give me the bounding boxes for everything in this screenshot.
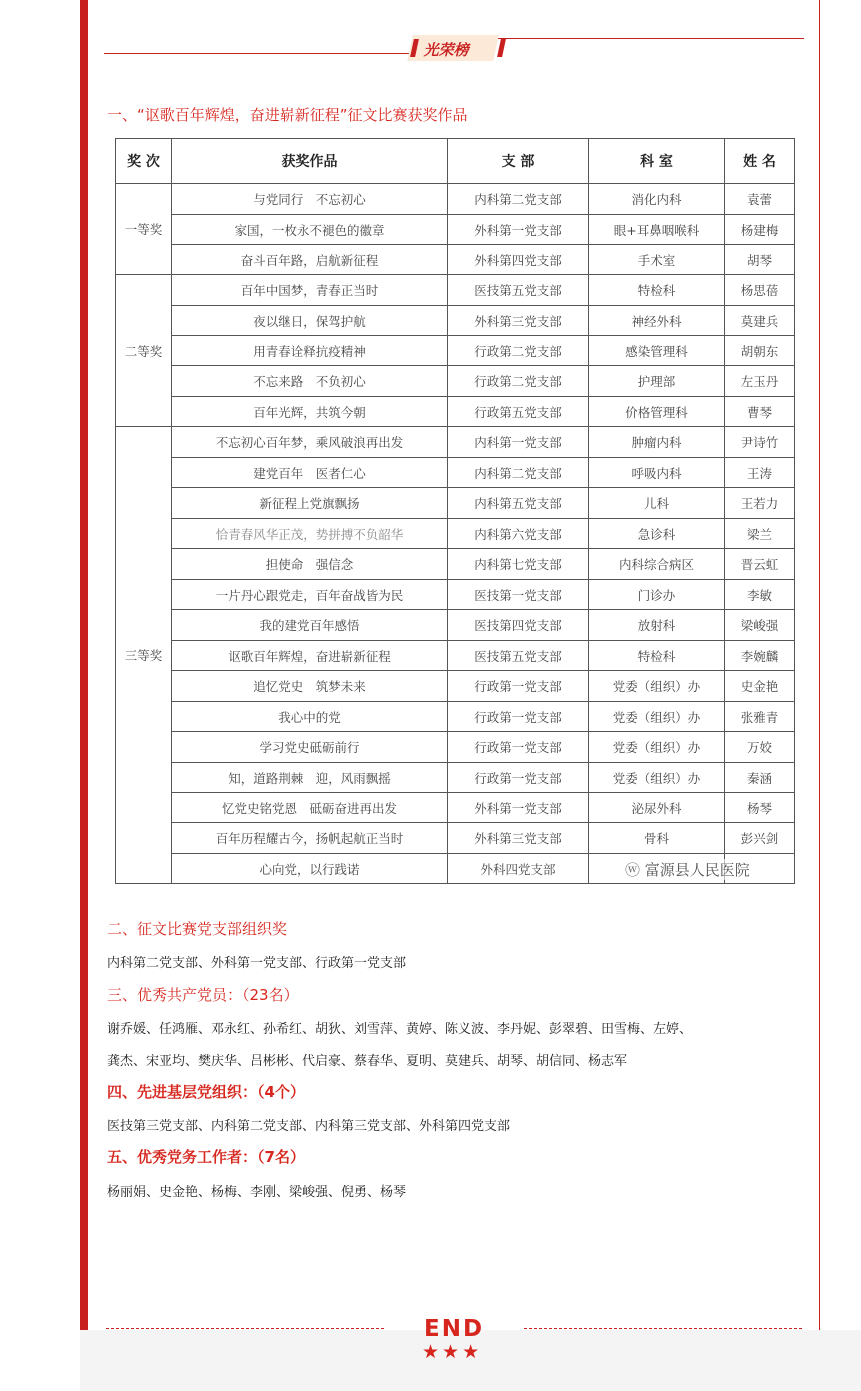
department-cell: 肿瘤内科 bbox=[589, 427, 725, 458]
name-cell: 胡朝东 bbox=[725, 336, 795, 366]
section5-body: 杨丽娟、史金艳、杨梅、李刚、梁峻强、倪勇、杨琴 bbox=[107, 1185, 407, 1200]
end-divider-right bbox=[524, 1328, 802, 1329]
branch-cell: 内科第六党支部 bbox=[448, 519, 589, 549]
name-cell: 李婉麟 bbox=[725, 641, 795, 671]
branch-cell: 外科第三党支部 bbox=[448, 823, 589, 854]
end-label: END bbox=[424, 1316, 485, 1342]
header-award: 奖 次 bbox=[116, 139, 172, 184]
branch-cell: 外科第四党支部 bbox=[448, 245, 589, 275]
table-header-row bbox=[116, 139, 795, 184]
branch-cell: 行政第一党支部 bbox=[448, 702, 589, 732]
watermark bbox=[625, 859, 750, 880]
header-line-right bbox=[497, 38, 804, 39]
header-slash-right bbox=[497, 39, 506, 57]
work-cell: 百年历程耀古今，扬帆起航正当时 bbox=[172, 823, 448, 854]
work-cell: 学习党史砥砺前行 bbox=[172, 732, 448, 763]
table-row bbox=[116, 427, 795, 458]
table-row bbox=[116, 488, 795, 519]
department-cell: 泌尿外科 bbox=[589, 793, 725, 823]
section4-body: 医技第三党支部、内科第二党支部、内科第三党支部、外科第四党支部 bbox=[107, 1119, 511, 1134]
name-cell: 王涛 bbox=[725, 458, 795, 488]
work-cell: 不忘来路 不负初心 bbox=[172, 366, 448, 397]
table-row bbox=[116, 336, 795, 366]
award-level-cell: 一等奖 bbox=[116, 184, 172, 275]
branch-cell: 内科第五党支部 bbox=[448, 488, 589, 519]
award-level-cell: 二等奖 bbox=[116, 275, 172, 427]
table-row bbox=[116, 641, 795, 671]
header-department: 科 室 bbox=[589, 139, 725, 184]
work-cell: 讴歌百年辉煌，奋进崭新征程 bbox=[172, 641, 448, 671]
work-cell: 我的建党百年感悟 bbox=[172, 610, 448, 641]
name-cell: 李敏 bbox=[725, 580, 795, 610]
name-cell: 莫建兵 bbox=[725, 306, 795, 336]
table-row bbox=[116, 245, 795, 275]
table-row bbox=[116, 458, 795, 488]
branch-cell: 医技第四党支部 bbox=[448, 610, 589, 641]
table-row bbox=[116, 184, 795, 215]
department-cell: 党委（组织）办 bbox=[589, 732, 725, 763]
table-row bbox=[116, 397, 795, 427]
name-cell: 胡琴 bbox=[725, 245, 795, 275]
department-cell: 呼吸内科 bbox=[589, 458, 725, 488]
table-row bbox=[116, 763, 795, 793]
department-cell: 感染管理科 bbox=[589, 336, 725, 366]
work-cell: 心向党，以行践诺 bbox=[172, 854, 448, 884]
work-cell: 忆党史铭党恩 砥砺奋进再出发 bbox=[172, 793, 448, 823]
work-cell: 百年光辉，共筑今朝 bbox=[172, 397, 448, 427]
branch-cell: 外科第三党支部 bbox=[448, 306, 589, 336]
table-row bbox=[116, 610, 795, 641]
name-cell: 杨思蓓 bbox=[725, 275, 795, 306]
wechat-icon: ⓦ bbox=[625, 861, 641, 879]
name-cell: 袁蕾 bbox=[725, 184, 795, 215]
department-cell: 门诊办 bbox=[589, 580, 725, 610]
table-row bbox=[116, 732, 795, 763]
name-cell: 杨琴 bbox=[725, 793, 795, 823]
watermark-text: 富源县人民医院 bbox=[644, 861, 750, 879]
header-line-left bbox=[104, 53, 409, 54]
branch-cell: 内科第七党支部 bbox=[448, 549, 589, 580]
work-cell: 家国，一枚永不褪色的徽章 bbox=[172, 215, 448, 245]
star-icons: ★★★ bbox=[422, 1341, 483, 1363]
work-cell: 百年中国梦，青春正当时 bbox=[172, 275, 448, 306]
header-work: 获奖作品 bbox=[172, 139, 448, 184]
name-cell: 彭兴剑 bbox=[725, 823, 795, 854]
branch-cell: 行政第二党支部 bbox=[448, 336, 589, 366]
work-cell: 一片丹心跟党走，百年奋战皆为民 bbox=[172, 580, 448, 610]
name-cell: 万姣 bbox=[725, 732, 795, 763]
name-cell: 梁峻强 bbox=[725, 610, 795, 641]
work-cell: 担使命 强信念 bbox=[172, 549, 448, 580]
award-level-cell: 三等奖 bbox=[116, 427, 172, 884]
header-badge bbox=[407, 35, 499, 61]
branch-cell: 行政第二党支部 bbox=[448, 366, 589, 397]
department-cell: 党委（组织）办 bbox=[589, 702, 725, 732]
section3-line1: 谢乔媛、任鸿雁、邓永红、孙希红、胡狄、刘雪萍、黄婷、陈义波、李丹妮、彭翠碧、田雪梅、左婷、 bbox=[107, 1022, 693, 1037]
branch-cell: 行政第一党支部 bbox=[448, 763, 589, 793]
table-row bbox=[116, 275, 795, 306]
table-row bbox=[116, 366, 795, 397]
department-cell: 特检科 bbox=[589, 641, 725, 671]
header-name: 姓 名 bbox=[725, 139, 795, 184]
awards-table bbox=[115, 138, 795, 884]
work-cell: 建党百年 医者仁心 bbox=[172, 458, 448, 488]
department-cell: 儿科 bbox=[589, 488, 725, 519]
page-title: 光荣榜 bbox=[423, 41, 469, 59]
table-row bbox=[116, 671, 795, 702]
table-row bbox=[116, 215, 795, 245]
left-border-bar bbox=[80, 0, 88, 1330]
table-row bbox=[116, 793, 795, 823]
branch-cell: 医技第五党支部 bbox=[448, 275, 589, 306]
branch-cell: 内科第二党支部 bbox=[448, 458, 589, 488]
department-cell: 神经外科 bbox=[589, 306, 725, 336]
section3-line2: 龚杰、宋亚均、樊庆华、吕彬彬、代启豪、蔡春华、夏明、莫建兵、胡琴、胡信同、杨志军 bbox=[107, 1054, 628, 1069]
table-row bbox=[116, 580, 795, 610]
branch-cell: 内科第二党支部 bbox=[448, 184, 589, 215]
branch-cell: 外科四党支部 bbox=[448, 854, 589, 884]
work-cell: 夜以继日，保驾护航 bbox=[172, 306, 448, 336]
section2-body: 内科第二党支部、外科第一党支部、行政第一党支部 bbox=[107, 956, 407, 971]
work-cell: 用青春诠释抗疫精神 bbox=[172, 336, 448, 366]
table-row bbox=[116, 823, 795, 854]
section5-title: 五、优秀党务工作者：（7名） bbox=[107, 1148, 305, 1166]
name-cell: 梁兰 bbox=[725, 519, 795, 549]
work-cell: 不忘初心百年梦，乘风破浪再出发 bbox=[172, 427, 448, 458]
department-cell: 骨科 bbox=[589, 823, 725, 854]
work-cell: 知，道路荆棘 迎，风雨飘摇 bbox=[172, 763, 448, 793]
work-cell: 追忆党史 筑梦未来 bbox=[172, 671, 448, 702]
name-cell: 尹诗竹 bbox=[725, 427, 795, 458]
work-cell: 与党同行 不忘初心 bbox=[172, 184, 448, 215]
branch-cell: 外科第一党支部 bbox=[448, 215, 589, 245]
section1-title: 一、“讴歌百年辉煌，奋进崭新征程”征文比赛获奖作品 bbox=[107, 106, 468, 124]
right-border-line bbox=[819, 0, 820, 1330]
department-cell: 急诊科 bbox=[589, 519, 725, 549]
header-branch: 支 部 bbox=[448, 139, 589, 184]
name-cell: 秦涵 bbox=[725, 763, 795, 793]
section2-title: 二、征文比赛党支部组织奖 bbox=[107, 920, 288, 938]
table-row bbox=[116, 519, 795, 549]
department-cell: 护理部 bbox=[589, 366, 725, 397]
department-cell: 消化内科 bbox=[589, 184, 725, 215]
table-row bbox=[116, 306, 795, 336]
section3-title: 三、优秀共产党员：（23名） bbox=[107, 986, 299, 1004]
section4-title: 四、先进基层党组织：（4个） bbox=[107, 1083, 305, 1101]
branch-cell: 行政第一党支部 bbox=[448, 671, 589, 702]
name-cell: 左玉丹 bbox=[725, 366, 795, 397]
end-divider-left bbox=[106, 1328, 384, 1329]
table-row bbox=[116, 702, 795, 732]
department-cell: 党委（组织）办 bbox=[589, 763, 725, 793]
header-slash-left bbox=[410, 39, 419, 57]
branch-cell: 行政第五党支部 bbox=[448, 397, 589, 427]
branch-cell: 外科第一党支部 bbox=[448, 793, 589, 823]
name-cell: 杨建梅 bbox=[725, 215, 795, 245]
work-cell: 我心中的党 bbox=[172, 702, 448, 732]
department-cell: 手术室 bbox=[589, 245, 725, 275]
work-cell: 奋斗百年路，启航新征程 bbox=[172, 245, 448, 275]
name-cell: 史金艳 bbox=[725, 671, 795, 702]
department-cell: 价格管理科 bbox=[589, 397, 725, 427]
branch-cell: 内科第一党支部 bbox=[448, 427, 589, 458]
department-cell: 特检科 bbox=[589, 275, 725, 306]
table-row bbox=[116, 549, 795, 580]
branch-cell: 医技第一党支部 bbox=[448, 580, 589, 610]
department-cell: 党委（组织）办 bbox=[589, 671, 725, 702]
department-cell: 放射科 bbox=[589, 610, 725, 641]
work-cell: 恰青春风华正茂，势拼搏不负韶华 bbox=[172, 519, 448, 549]
branch-cell: 行政第一党支部 bbox=[448, 732, 589, 763]
department-cell: 内科综合病区 bbox=[589, 549, 725, 580]
name-cell: 张雅青 bbox=[725, 702, 795, 732]
branch-cell: 医技第五党支部 bbox=[448, 641, 589, 671]
name-cell: 王若力 bbox=[725, 488, 795, 519]
work-cell: 新征程上党旗飘扬 bbox=[172, 488, 448, 519]
name-cell: 晋云虹 bbox=[725, 549, 795, 580]
department-cell: 眼+耳鼻咽喉科 bbox=[589, 215, 725, 245]
name-cell: 曹琴 bbox=[725, 397, 795, 427]
